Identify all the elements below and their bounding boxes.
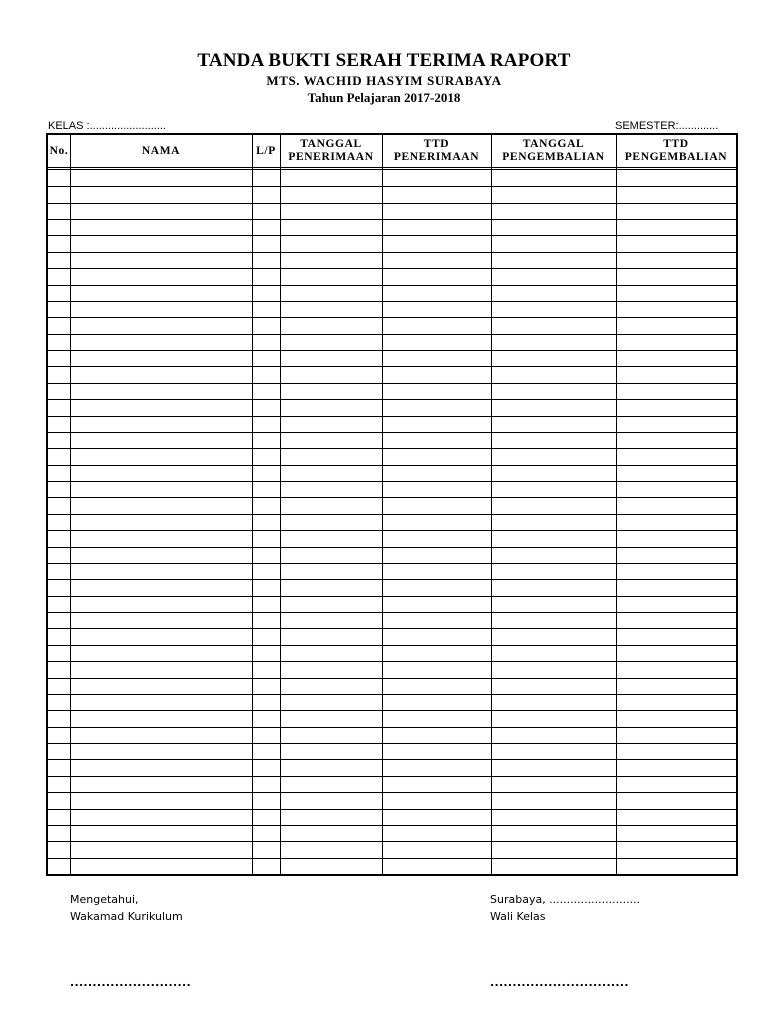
header-tanggal-penerimaan-line2: PENERIMAAN: [288, 151, 374, 163]
table-row-divider: [48, 399, 736, 400]
table-row-divider: [48, 235, 736, 236]
column-divider: [280, 135, 281, 874]
table-row-divider: [48, 448, 736, 449]
column-divider: [491, 135, 492, 874]
table-row-divider: [48, 186, 736, 187]
table-row-divider: [48, 759, 736, 760]
table-row-divider: [48, 710, 736, 711]
table-row-divider: [48, 317, 736, 318]
table-row-divider: [48, 678, 736, 679]
table-row-divider: [48, 628, 736, 629]
wakamad-title: Wakamad Kurikulum: [70, 910, 183, 923]
header-tanggal-pengembalian-line1: TANGGAL: [522, 138, 585, 150]
mengetahui-label: Mengetahui,: [70, 893, 139, 906]
table-row-divider: [48, 252, 736, 253]
table-row-divider: [48, 825, 736, 826]
table-row-divider: [48, 612, 736, 613]
handover-table: [46, 133, 738, 876]
table-row-divider: [48, 858, 736, 859]
table-row-divider: [48, 727, 736, 728]
table-row-divider: [48, 547, 736, 548]
header-lp: [252, 135, 280, 167]
column-divider: [382, 135, 383, 874]
table-row-divider: [48, 563, 736, 564]
table-row-divider: [48, 661, 736, 662]
wali-kelas-title: Wali Kelas: [490, 910, 546, 923]
table-row-divider: [48, 792, 736, 793]
school-name: MTS. WACHID HASYIM SURABAYA: [266, 73, 502, 88]
wali-kelas-signature-line: ...............................: [490, 976, 629, 989]
header-ttd-penerimaan: [382, 135, 491, 167]
header-no: [48, 135, 70, 167]
table-row-divider: [48, 285, 736, 286]
table-row-divider: [48, 481, 736, 482]
table-row-divider: [48, 841, 736, 842]
header-ttd-penerimaan-line2: PENERIMAAN: [393, 151, 480, 163]
table-row-divider: [48, 350, 736, 351]
table-row-divider: [48, 514, 736, 515]
header-ttd-pengembalian: [616, 135, 736, 167]
table-row-divider: [48, 694, 736, 695]
header-tanggal-pengembalian-line2: PENGEMBALIAN: [502, 151, 605, 163]
wakamad-signature-line: ...........................: [70, 976, 191, 989]
table-row-divider: [48, 743, 736, 744]
table-row-divider: [48, 530, 736, 531]
table-row-divider: [48, 497, 736, 498]
place-date-field: Surabaya, ..........................: [490, 893, 641, 906]
header-ttd-penerimaan-line1: TTD: [423, 138, 450, 150]
table-row-divider: [48, 416, 736, 417]
table-row-divider: [48, 383, 736, 384]
header-no-label: No.: [49, 144, 69, 157]
header-ttd-pengembalian-line1: TTD: [663, 138, 689, 150]
table-row-divider: [48, 268, 736, 269]
table-row-divider: [48, 579, 736, 580]
table-row-divider: [48, 203, 736, 204]
table-row-divider: [48, 219, 736, 220]
header-tanggal-penerimaan: [280, 135, 382, 167]
table-row-divider: [48, 596, 736, 597]
table-row-divider: [48, 366, 736, 367]
header-tanggal-penerimaan-line1: TANGGAL: [300, 138, 362, 150]
header-divider: [48, 167, 736, 170]
table-row-divider: [48, 465, 736, 466]
table-row-divider: [48, 432, 736, 433]
kelas-field: KELAS :.........................: [48, 120, 166, 132]
table-row-divider: [48, 334, 736, 335]
header-tanggal-pengembalian: [491, 135, 616, 167]
academic-year: Tahun Pelajaran 2017-2018: [307, 90, 461, 105]
header-nama-label: NAMA: [141, 144, 181, 157]
document-title: TANDA BUKTI SERAH TERIMA RAPORT: [197, 50, 571, 71]
column-divider: [70, 135, 71, 874]
table-row-divider: [48, 645, 736, 646]
header-nama: [70, 135, 252, 167]
table-row-divider: [48, 809, 736, 810]
table-row-divider: [48, 301, 736, 302]
header-ttd-pengembalian-line2: PENGEMBALIAN: [624, 151, 728, 163]
column-divider: [252, 135, 253, 874]
semester-field: SEMESTER:.............: [615, 120, 719, 132]
column-divider: [616, 135, 617, 874]
header-lp-label: L/P: [256, 144, 276, 157]
table-row-divider: [48, 776, 736, 777]
